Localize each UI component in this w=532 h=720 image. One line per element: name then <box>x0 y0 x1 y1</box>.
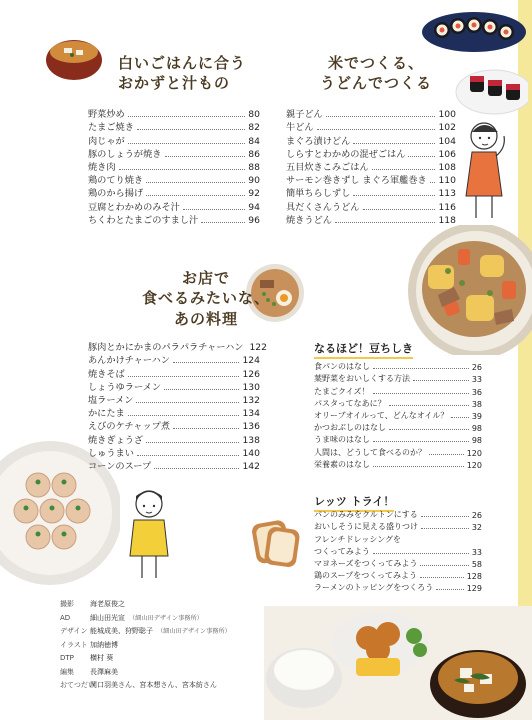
leader-dots <box>146 182 245 183</box>
leader-dots <box>128 116 246 117</box>
toc-rice-item-page: 108 <box>438 161 456 173</box>
credit-row <box>60 625 231 639</box>
toc-home-list <box>88 107 260 226</box>
leader-dots <box>389 429 469 430</box>
toc-rice-item-title: 焼きうどん <box>286 214 332 226</box>
naruhodo-item-page: 98 <box>471 436 482 446</box>
naruhodo-item-page: 120 <box>466 460 482 470</box>
section-title-shop-line3: あの料理 <box>174 309 239 328</box>
toc-shop-item-page: 132 <box>242 394 260 406</box>
leader-dots <box>373 368 469 369</box>
toc-shop-item-page: 138 <box>242 434 260 446</box>
leader-dots <box>183 209 245 210</box>
toc-rice-item-page: 104 <box>438 135 456 147</box>
naruhodo-item-title: 栄養素のはなし <box>314 459 370 469</box>
toc-shop-item <box>88 340 267 354</box>
lets-try-item-title: 鶏のスープをつくってみよう <box>314 571 418 581</box>
leader-dots <box>363 209 436 210</box>
lets-try-item <box>314 569 482 581</box>
credit-value: 横村 葵 <box>90 654 114 662</box>
naruhodo-item <box>314 384 482 396</box>
lets-try-item-page: 128 <box>466 572 482 582</box>
toc-home-item-page: 96 <box>248 214 260 226</box>
leader-dots <box>373 393 469 394</box>
miso-soup-photo <box>44 36 104 82</box>
toc-rice-item <box>286 186 456 199</box>
toc-home-item-page: 88 <box>248 161 260 173</box>
toc-rice-item <box>286 213 456 226</box>
toc-shop-item-title: 焼きそば <box>88 368 125 380</box>
toc-shop-item <box>88 406 260 419</box>
leader-dots <box>451 417 468 418</box>
leader-dots <box>137 455 240 456</box>
lets-try-item <box>314 557 482 569</box>
naruhodo-item-title: 人間は、どうして食べるのか？ <box>314 447 426 457</box>
toc-rice-item-title: 親子どん <box>286 109 323 121</box>
credit-value: 関口羽美さん、宮本想さん、宮本紡さん <box>90 681 217 689</box>
toc-home-item <box>88 173 260 186</box>
credit-row <box>60 612 231 626</box>
naruhodo-item-title: 葉野菜をおいしくする方法 <box>314 374 410 384</box>
toc-home-item-page: 82 <box>248 122 260 134</box>
naruhodo-item-page: 33 <box>471 375 482 385</box>
leader-dots <box>146 442 239 443</box>
toc-rice-item <box>286 160 456 173</box>
credit-row <box>60 652 231 666</box>
toc-home-item-title: たまご焼き <box>88 122 134 134</box>
lets-try-item-page: 33 <box>471 547 482 557</box>
leader-dots <box>326 116 436 117</box>
lets-try-item <box>314 532 482 544</box>
lets-try-item-page: 26 <box>471 511 482 521</box>
toc-rice-item <box>286 133 456 146</box>
leader-dots <box>128 415 240 416</box>
toc-rice-item <box>286 120 456 133</box>
toc-home-item-title: 肉じゃが <box>88 135 125 147</box>
toc-rice-item-title: しらすとわかめの混ぜごはん <box>286 148 406 160</box>
section-title-rice <box>320 53 432 94</box>
toc-shop-item-page: 136 <box>242 421 260 433</box>
toc-home-item <box>88 120 260 133</box>
toc-rice-item <box>286 107 456 120</box>
credit-value: 細山田光宣 <box>90 613 125 622</box>
credit-row <box>60 639 231 653</box>
sushi-rolls-photo <box>418 8 528 121</box>
leader-dots <box>373 553 469 554</box>
toc-rice-item-title: 五目炊きこみごはん <box>286 161 369 173</box>
credit-value: 加納徳博 <box>90 640 118 649</box>
toc-home-item-title: ちくわとたまごのすまし汁 <box>88 214 199 226</box>
toc-rice-item-title: 簡単ちらしずし <box>286 188 351 200</box>
section-title-shop <box>142 268 270 329</box>
naruhodo-item-page: 26 <box>471 363 482 373</box>
credit-row <box>60 598 231 612</box>
lets-try-heading: レッツ トライ！ <box>314 493 394 512</box>
toc-home-item-page: 84 <box>248 135 260 147</box>
toc-rice-item <box>286 199 456 212</box>
toc-rice-item-page: 118 <box>438 214 456 226</box>
naruhodo-item <box>314 360 482 372</box>
toc-home-item-title: 焼き肉 <box>88 161 116 173</box>
credit-note: （細山田デザイン事務所） <box>129 614 203 622</box>
toc-home-item-page: 80 <box>248 109 260 121</box>
credit-label: イラスト <box>60 640 88 649</box>
section-title-rice-line2: うどんでつくる <box>320 74 433 93</box>
toc-shop-item-title: えびのケチャップ煮 <box>88 421 171 433</box>
toc-shop-item <box>88 366 260 379</box>
lets-try-item <box>314 520 482 532</box>
toc-shop-item-page: 130 <box>242 381 260 393</box>
naruhodo-item-title: たまごクイズ！ <box>314 386 370 396</box>
section-title-home <box>118 53 246 94</box>
toc-home-item-title: 豚のしょうが焼き <box>88 148 162 160</box>
credits-block <box>60 598 231 693</box>
toc-home-item-page: 86 <box>248 148 260 160</box>
toc-rice-item-title: サーモン巻きずし まぐろ軍艦巻き <box>286 175 427 187</box>
naruhodo-item-title: パスタってなあに？ <box>314 398 386 408</box>
section-title-home-line1: 白いごはんに合う <box>118 54 247 72</box>
naruhodo-item <box>314 372 482 384</box>
toc-home-item-page: 94 <box>248 201 260 213</box>
section-title-home-line2: おかずと汁もの <box>118 74 231 93</box>
nikujaga-photo <box>398 225 532 355</box>
toc-shop-item-title: あんかけチャーハン <box>88 355 170 367</box>
naruhodo-item-page: 98 <box>471 424 482 434</box>
leader-dots <box>137 129 245 130</box>
naruhodo-item <box>314 445 482 457</box>
toc-rice-list <box>286 107 456 226</box>
toc-home-item-page: 92 <box>248 188 260 200</box>
credit-value: 能城成美、狩野聡子 <box>90 627 153 635</box>
leader-dots <box>429 454 464 455</box>
leader-dots <box>173 428 239 429</box>
toc-rice-item-page: 100 <box>438 109 456 121</box>
toc-shop-item <box>88 353 260 366</box>
leader-dots <box>389 405 469 406</box>
toc-rice-item-page: 106 <box>438 148 456 160</box>
toc-rice-item-title: まぐろ漬けどん <box>286 135 351 147</box>
lets-try-item-title: おいしそうに見える盛りつけ <box>314 522 418 532</box>
toc-shop-item-title: 豚肉とかにかまのパラパラチャーハン <box>88 342 244 354</box>
leader-dots <box>373 466 464 467</box>
lets-try-item-page: 58 <box>471 559 482 569</box>
toc-rice-item-page: 116 <box>438 201 456 213</box>
naruhodo-item <box>314 409 482 421</box>
toc-shop-item-title: しょうゆラーメン <box>88 381 162 393</box>
section-title-rice-line1: 米でつくる、 <box>328 54 425 72</box>
naruhodo-item-title: オリーブオイルって、どんなオイル？ <box>314 410 449 420</box>
leader-dots <box>119 169 246 170</box>
leader-dots <box>408 156 435 157</box>
toc-home-item <box>88 133 260 146</box>
toc-shop-item-page: 140 <box>242 447 260 459</box>
leader-dots <box>146 195 245 196</box>
leader-dots <box>353 143 435 144</box>
naruhodo-item-title: かつおぶしのはなし <box>314 423 386 433</box>
naruhodo-item-page: 39 <box>471 411 482 421</box>
toc-rice-item-title: 牛どん <box>286 122 314 134</box>
toc-shop-item-page: 122 <box>249 342 267 354</box>
lets-try-item-title: つくってみよう <box>314 546 370 556</box>
leader-dots <box>421 516 469 517</box>
toc-home-item <box>88 213 260 226</box>
toc-home-item-title: 豆腐とわかめのみそ汁 <box>88 201 180 213</box>
lets-try-item <box>314 508 482 520</box>
leader-dots <box>420 577 464 578</box>
toc-rice-item <box>286 173 456 186</box>
leader-dots <box>154 468 239 469</box>
naruhodo-item <box>314 421 482 433</box>
toc-shop-item <box>88 393 260 406</box>
toc-shop-item-title: コーンのスープ <box>88 460 152 472</box>
credit-label: 編集 <box>60 667 74 676</box>
toc-rice-item-title: 具だくさんうどん <box>286 201 360 213</box>
lets-try-list <box>314 508 482 593</box>
toc-home-item <box>88 107 260 120</box>
section-title-shop-line1: お店で <box>182 269 231 287</box>
meal-set-photo <box>264 606 532 720</box>
credit-label: DTP <box>60 654 74 662</box>
leader-dots <box>353 195 435 196</box>
leader-dots <box>164 389 239 390</box>
toc-home-item-title: 鶏のてり焼き <box>88 175 144 187</box>
naruhodo-item <box>314 458 482 470</box>
toc-home-item-page: 90 <box>248 175 260 187</box>
lets-try-item-title: フレンチドレッシングを <box>314 534 402 544</box>
leader-dots <box>165 156 246 157</box>
lets-try-item-title: マヨネーズをつくってみよう <box>314 558 418 568</box>
toc-rice-item-page: 110 <box>438 175 456 187</box>
leader-dots <box>373 441 469 442</box>
leader-dots <box>421 528 469 529</box>
bread-photo <box>250 516 302 570</box>
toc-home-item <box>88 199 260 212</box>
toc-rice-item-page: 102 <box>438 122 456 134</box>
toc-rice-item-page: 113 <box>438 188 456 200</box>
section-title-shop-line2: 食べるみたいな、 <box>142 289 271 308</box>
toc-home-item <box>88 186 260 199</box>
leader-dots <box>436 589 464 590</box>
leader-dots <box>335 222 436 223</box>
leader-dots <box>128 143 246 144</box>
lets-try-item <box>314 581 482 593</box>
toc-shop-item <box>88 380 260 393</box>
lets-try-item-page: 32 <box>471 523 482 533</box>
leader-dots <box>201 222 245 223</box>
toc-shop-item <box>88 459 260 472</box>
credit-label: デザイン <box>60 627 88 635</box>
toc-home-item-title: 野菜炒め <box>88 109 125 121</box>
leader-dots <box>317 129 436 130</box>
toc-shop-item-page: 126 <box>242 368 260 380</box>
toc-shop-item <box>88 432 260 445</box>
naruhodo-heading: なるほど！豆ちしき <box>314 340 413 359</box>
naruhodo-item <box>314 433 482 445</box>
naruhodo-item-title: 食パンのはなし <box>314 362 370 372</box>
leader-dots <box>413 380 469 381</box>
leader-dots <box>372 169 436 170</box>
toc-shop-item-title: しゅうまい <box>88 447 134 459</box>
toc-home-item <box>88 160 260 173</box>
credit-row <box>60 666 231 680</box>
naruhodo-list <box>314 360 482 470</box>
credit-note: （細山田デザイン事務所） <box>157 628 231 635</box>
lets-try-item-title: パンのみみをクルトンにする <box>314 510 418 520</box>
naruhodo-item-page: 38 <box>471 399 482 409</box>
credit-row <box>60 679 231 693</box>
credit-value: 長澤麻美 <box>90 667 118 676</box>
toc-home-item <box>88 147 260 160</box>
toc-shop-list <box>88 340 267 472</box>
leader-dots <box>430 182 436 183</box>
naruhodo-item-title: うま味のはなし <box>314 435 370 445</box>
toc-shop-item-title: 塩ラーメン <box>88 394 134 406</box>
credit-label: AD <box>60 613 71 622</box>
toc-shop-item <box>88 446 260 459</box>
leader-dots <box>420 565 468 566</box>
lets-try-item-title: ラーメンのトッピングをつくろう <box>314 583 434 593</box>
toc-shop-item-title: 焼きぎょうざ <box>88 434 144 446</box>
leader-dots <box>173 362 240 363</box>
toc-shop-item-page: 124 <box>242 355 260 367</box>
leader-dots <box>136 402 239 403</box>
lets-try-item <box>314 545 482 557</box>
lets-try-item-page: 129 <box>466 584 482 594</box>
credit-label: 撮影 <box>60 600 74 608</box>
naruhodo-item-page: 36 <box>471 387 482 397</box>
naruhodo-item <box>314 397 482 409</box>
girl-illustration <box>462 118 510 222</box>
credit-value: 海老原俊之 <box>90 600 125 608</box>
naruhodo-item-page: 120 <box>466 448 482 458</box>
boy-illustration <box>126 488 172 580</box>
toc-rice-item <box>286 147 456 160</box>
leader-dots <box>128 376 240 377</box>
toc-shop-item-page: 134 <box>242 408 260 420</box>
toc-home-item-title: 鶏のから揚げ <box>88 188 144 200</box>
credit-label: おてつだい <box>60 681 95 689</box>
toc-shop-item <box>88 419 260 432</box>
toc-shop-item-title: かにたま <box>88 408 125 420</box>
toc-shop-item-page: 142 <box>242 460 260 472</box>
